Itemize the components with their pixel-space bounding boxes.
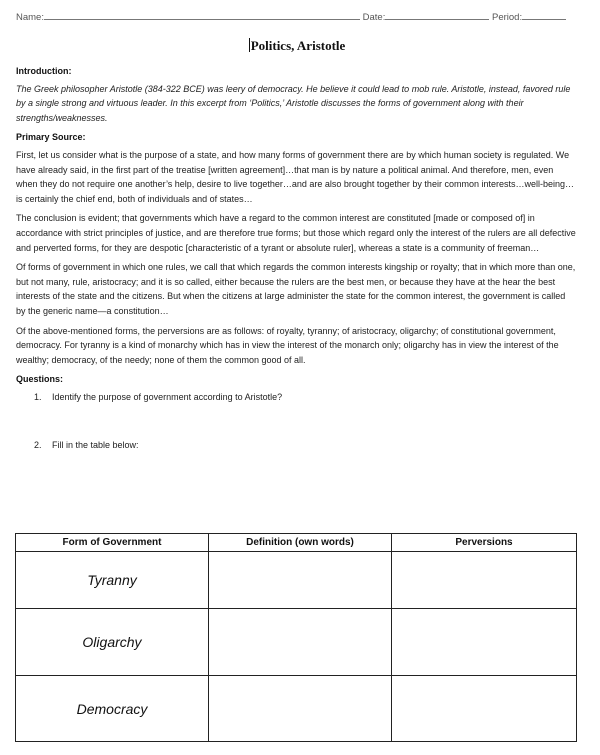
questions-heading: Questions: xyxy=(16,374,64,385)
table-row xyxy=(16,552,577,609)
period-field[interactable] xyxy=(522,10,566,20)
source-paragraph-4: Of the above-mentioned forms, the perversions are as follows: of royalty, tyranny; of aristocracy, oligarchy; of constitutional government, democracy. For tyranny is a kind of monarchy which has in view the interest of the monarch only; oligarchy has in view the interest of the wealthy; democracy, of the needy; none of them the common good of all. xyxy=(16,325,559,365)
perversion-cell[interactable] xyxy=(392,609,577,676)
question-2: 2. Fill in the table below: xyxy=(34,440,139,451)
header-perversions: Perversions xyxy=(392,534,577,552)
introduction-text: The Greek philosopher Aristotle (384-322 BCE) was leery of democracy. He believe it could lead to mob rule. Aristotle, instead, favored rule by a single strong and virtuous leader. In this excerpt from ‘Politics,’ Aristotle discusses the forms of government along with their strengths/weaknesses. xyxy=(16,83,571,123)
definition-cell[interactable] xyxy=(209,676,392,742)
definition-cell[interactable] xyxy=(209,609,392,676)
table-row xyxy=(16,676,577,742)
row-label-tyranny: Tyranny xyxy=(16,552,209,609)
question-1: 1. Identify the purpose of government according to Aristotle? xyxy=(34,391,283,402)
primary-source-heading: Primary Source: xyxy=(16,132,86,143)
text-cursor xyxy=(249,38,250,52)
document-body xyxy=(16,64,576,453)
date-label: Date: xyxy=(362,12,386,23)
student-info-header xyxy=(16,10,582,23)
date-field[interactable] xyxy=(385,10,489,20)
source-paragraph-1: First, let us consider what is the purpose of a state, and how many forms of government there are by which human society is regulated. We have already said, in the first part of the treatise [written agreement]…that man is by nature a political animal. And therefore, men, even when they do not require one another’s help, desire to live together…and are also brought together by their common interests…well-being…is certainly the chief end, both of individuals and of states… xyxy=(16,149,574,204)
header-form-of-government: Form of Government xyxy=(16,534,209,552)
definition-cell[interactable] xyxy=(209,552,392,609)
perversion-cell[interactable] xyxy=(392,552,577,609)
perversion-cell[interactable] xyxy=(392,676,577,742)
answer-space[interactable] xyxy=(16,404,576,438)
government-forms-table xyxy=(15,533,577,742)
period-label: Period: xyxy=(491,12,523,23)
header-definition: Definition (own words) xyxy=(209,534,392,552)
introduction-heading: Introduction: xyxy=(16,66,72,76)
table-header-row xyxy=(16,534,577,552)
source-paragraph-2: The conclusion is evident; that governments which have a regard to the common interest are constituted [made or composed of] in accordance with strict principles of justice, and are therefore true forms; but those which regard only the interest of the rulers are all defective and perverted forms, for they are despotic [characteristic of a tyrant or absolute ruler], whereas a state is a community of freeman… xyxy=(16,213,576,253)
name-field[interactable] xyxy=(44,10,360,20)
row-label-oligarchy: Oligarchy xyxy=(16,609,209,676)
table-row xyxy=(16,609,577,676)
source-paragraph-3: Of forms of government in which one rules, we call that which regards the common interests kingship or royalty; that in which more than one, but not many, rule, aristocracy; and it is so called, either because the rulers are the best men, or because they have at the hear the best interests of the state and the citizens. But when the citizens at large administer the state for the common interest, the government is called by the generic name—a constitution… xyxy=(16,262,576,316)
page-title: Politics, Aristotle xyxy=(250,38,346,53)
name-label: Name: xyxy=(16,12,44,23)
row-label-democracy: Democracy xyxy=(16,676,209,742)
